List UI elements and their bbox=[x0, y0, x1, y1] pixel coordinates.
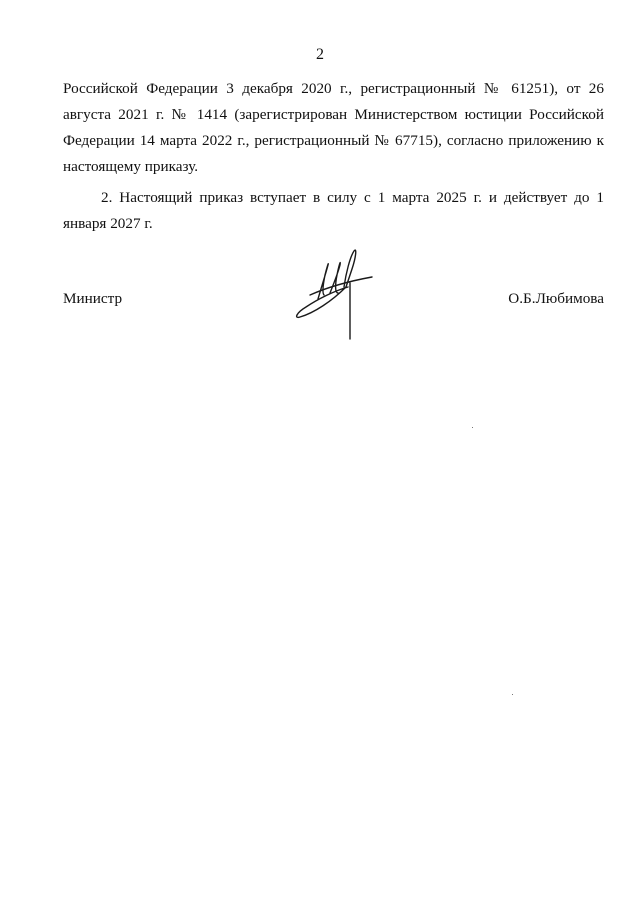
signatory-position: Министр bbox=[63, 290, 123, 307]
scan-speck bbox=[512, 694, 513, 695]
signatory-name: О.Б.Любимова bbox=[508, 290, 604, 307]
paragraph-continuation: Российской Федерации 3 декабря 2020 г., регистрационный № 61251), от 26 августа 2021 г. № 1414 (зарегистрирован Министерством юстиции Российской Федерации 14 марта 2022 г., регистрационный № 67715), согласно приложению к настоящему приказу. bbox=[63, 80, 604, 175]
page-number: 2 bbox=[316, 46, 324, 63]
handwritten-signature bbox=[288, 243, 380, 341]
paragraph-effective-date: 2. Настоящий приказ вступает в силу с 1 марта 2025 г. и действует до 1 января 2027 г. bbox=[63, 189, 604, 232]
scan-speck bbox=[472, 427, 473, 428]
